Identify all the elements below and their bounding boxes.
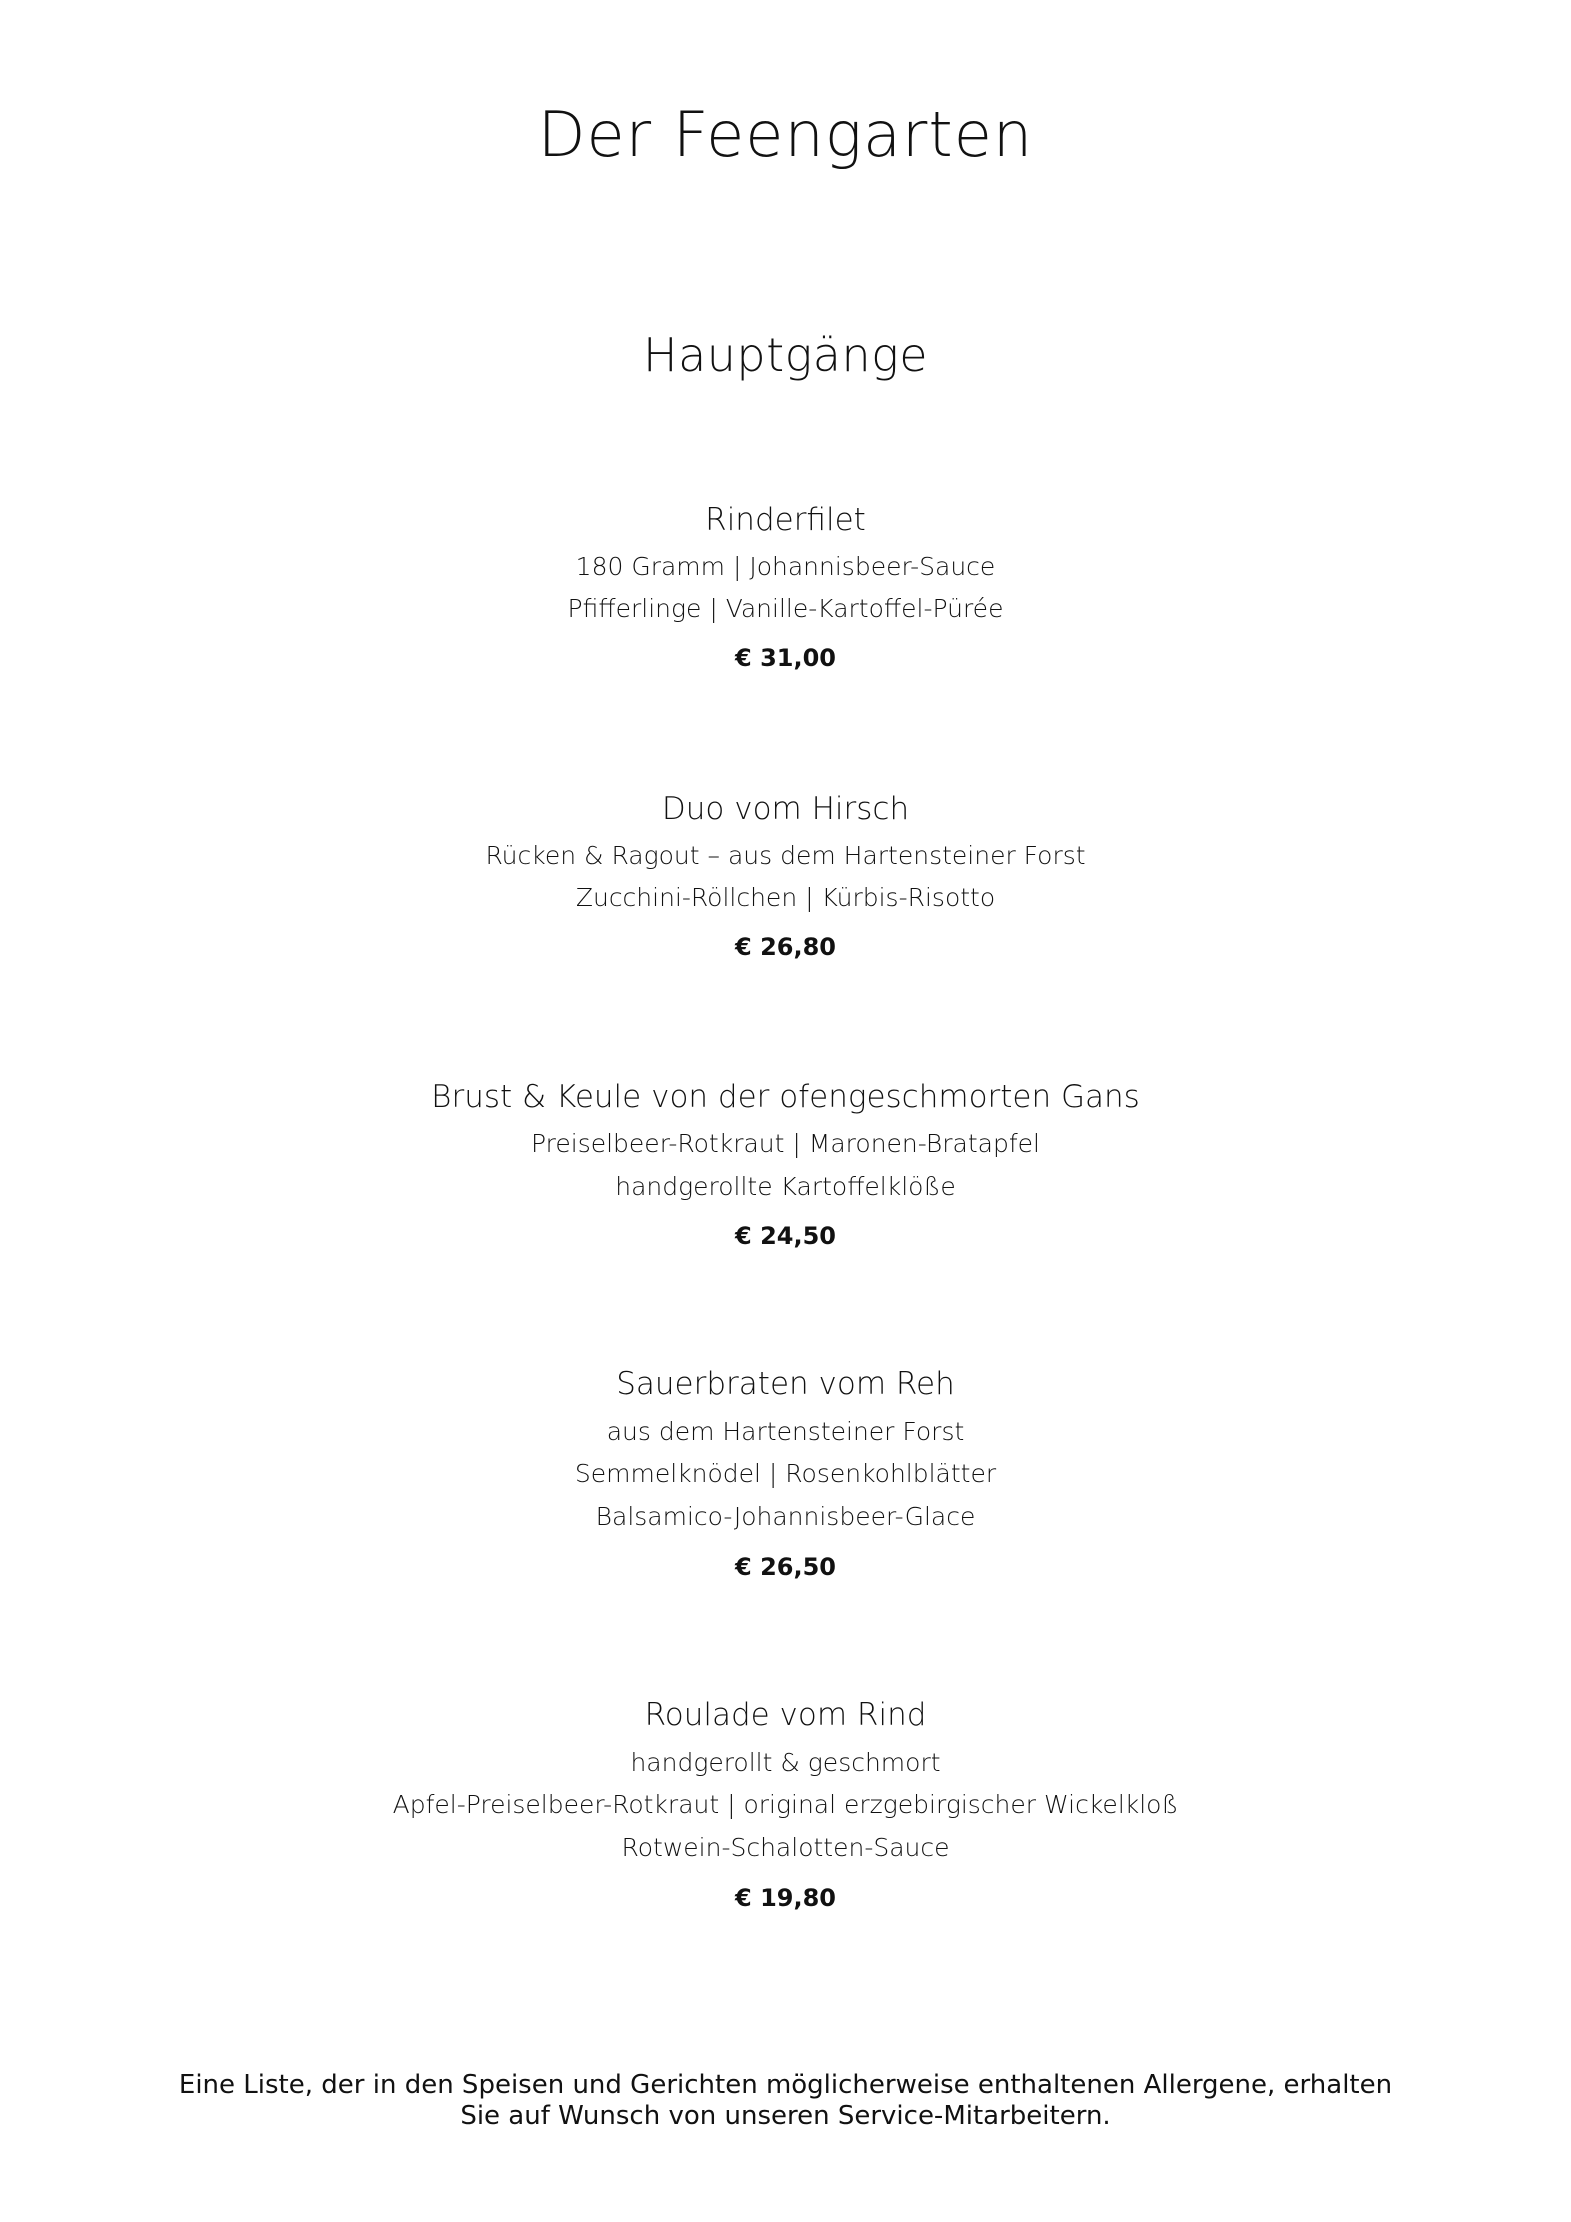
- dish-description: handgerollt & geschmort: [630, 1748, 941, 1777]
- dish-description: Pfifferlinge | Vanille-Kartoffel-Pürée: [567, 594, 1004, 623]
- dish-description: handgerollte Kartoffelklöße: [615, 1172, 956, 1201]
- dish-price: € 19,80: [735, 1884, 836, 1912]
- dish-name: Rinderfilet: [705, 502, 866, 538]
- dish-description: Rotwein-Schalotten-Sauce: [621, 1833, 950, 1862]
- allergen-notice: Eine Liste, der in den Speisen und Gerichten möglicherweise enthaltenen Allergene, erhalten: [178, 2070, 1393, 2100]
- dish-price: € 31,00: [735, 644, 836, 672]
- dish-name: Roulade vom Rind: [644, 1697, 927, 1733]
- allergen-notice: Sie auf Wunsch von unseren Service-Mitarbeitern.: [460, 2101, 1111, 2131]
- dish-price: € 24,50: [735, 1222, 836, 1250]
- dish-description: Semmelknödel | Rosenkohlblätter: [574, 1459, 997, 1488]
- dish-price: € 26,50: [735, 1553, 836, 1581]
- dish-description: Preiselbeer-Rotkraut | Maronen-Bratapfel: [531, 1129, 1040, 1158]
- section-title: Hauptgänge: [642, 328, 929, 382]
- dish-price: € 26,80: [735, 933, 836, 961]
- dish-name: Sauerbraten vom Reh: [616, 1366, 955, 1402]
- dish-description: 180 Gramm | Johannisbeer-Sauce: [575, 552, 996, 581]
- dish-description: Zucchini-Röllchen | Kürbis-Risotto: [575, 883, 996, 912]
- dish-name: Brust & Keule von der ofengeschmorten Gans: [431, 1079, 1140, 1115]
- restaurant-title: Der Feengarten: [537, 98, 1034, 171]
- dish-name: Duo vom Hirsch: [661, 791, 910, 827]
- dish-description: Rücken & Ragout – aus dem Hartensteiner Forst: [485, 841, 1086, 870]
- dish-description: Balsamico-Johannisbeer-Glace: [595, 1502, 976, 1531]
- dish-description: aus dem Hartensteiner Forst: [606, 1417, 965, 1446]
- dish-description: Apfel-Preiselbeer-Rotkraut | original erzgebirgischer Wickelkloß: [392, 1790, 1179, 1819]
